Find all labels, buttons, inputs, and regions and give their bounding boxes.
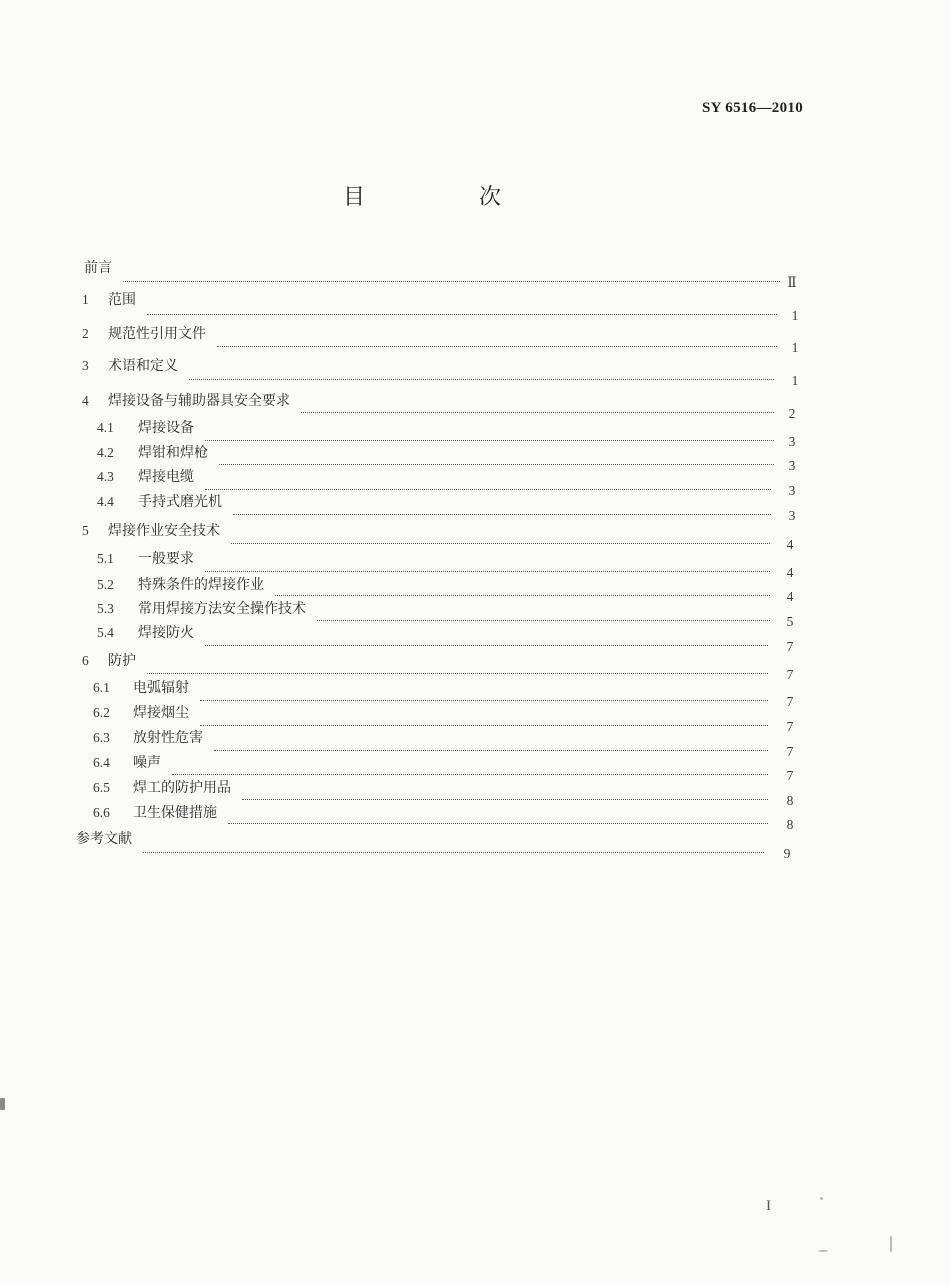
toc-page-number: 7 xyxy=(786,719,794,734)
toc-leader-dots xyxy=(214,750,768,751)
toc-page-number: 8 xyxy=(786,817,794,832)
toc-page-number: Ⅱ xyxy=(787,275,797,290)
scan-speck xyxy=(0,1098,5,1110)
toc-entry[interactable] xyxy=(0,549,950,580)
toc-leader-dots xyxy=(200,700,768,701)
toc-entry[interactable] xyxy=(0,651,950,682)
toc-page-number: 4 xyxy=(786,565,794,580)
toc-entry-number: 6.5 xyxy=(93,780,110,795)
toc-entry-title: 前言 xyxy=(84,260,112,276)
toc-leader-dots xyxy=(242,799,768,800)
toc-leader-dots xyxy=(231,543,770,544)
toc-entry-number: 5.3 xyxy=(97,601,114,616)
toc-entry[interactable] xyxy=(0,575,950,604)
toc-entry-title: 一般要求 xyxy=(138,551,194,567)
toc-leader-dots xyxy=(217,346,777,347)
toc-entry[interactable] xyxy=(0,391,950,421)
toc-page-number: 7 xyxy=(786,768,794,783)
toc-entry[interactable] xyxy=(0,324,950,355)
toc-entry-number: 6 xyxy=(82,653,89,668)
toc-entry-title: 规范性引用文件 xyxy=(108,326,206,342)
toc-page-number: 4 xyxy=(786,537,794,552)
toc-leader-dots xyxy=(205,489,771,490)
toc-entry-title: 焊工的防护用品 xyxy=(133,780,231,796)
toc-page-number: 1 xyxy=(791,373,799,388)
toc-entry-number: 4.1 xyxy=(97,420,114,435)
standard-code: SY 6516—2010 xyxy=(702,100,803,116)
toc-entry-number: 4 xyxy=(82,393,89,408)
toc-leader-dots xyxy=(172,774,768,775)
toc-entry-number: 5.1 xyxy=(97,551,114,566)
toc-entry[interactable] xyxy=(0,258,950,290)
toc-entry-number: 4.2 xyxy=(97,445,114,460)
toc-page-number: 4 xyxy=(786,589,794,604)
toc-entry-number: 6.1 xyxy=(93,680,110,695)
page-number: I xyxy=(766,1198,771,1214)
toc-entry-title: 术语和定义 xyxy=(108,358,178,374)
toc-entry-title: 焊钳和焊枪 xyxy=(138,445,208,461)
toc-entry-title: 防护 xyxy=(108,653,136,669)
toc-entry[interactable] xyxy=(0,753,950,783)
toc-entry-title: 放射性危害 xyxy=(133,730,203,746)
toc-entry-number: 6.4 xyxy=(93,755,110,770)
scan-speck xyxy=(890,1236,892,1252)
toc-entry[interactable] xyxy=(0,467,950,498)
toc-page-number: 3 xyxy=(788,458,796,473)
toc-entry-title: 特殊条件的焊接作业 xyxy=(138,577,264,593)
toc-entry-number: 5.4 xyxy=(97,625,114,640)
toc-entry[interactable] xyxy=(0,443,950,473)
toc-page-number: 5 xyxy=(786,614,794,629)
toc-page-number: 9 xyxy=(783,846,791,861)
toc-entry-title: 手持式磨光机 xyxy=(138,494,222,510)
scan-speck xyxy=(820,1197,823,1200)
toc-entry-title: 焊接设备 xyxy=(138,420,194,436)
toc-page-number: 8 xyxy=(786,793,794,808)
toc-page-number: 7 xyxy=(786,694,794,709)
toc-page-number: 2 xyxy=(788,406,796,421)
toc-leader-dots xyxy=(301,412,774,413)
toc-page-number: 1 xyxy=(791,340,799,355)
toc-leader-dots xyxy=(147,673,768,674)
toc-leader-dots xyxy=(189,379,774,380)
toc-leader-dots xyxy=(200,725,768,726)
toc-entry-number: 5 xyxy=(82,523,89,538)
toc-page-number: 3 xyxy=(788,434,796,449)
toc-entry[interactable] xyxy=(0,803,950,832)
toc-entry-title: 噪声 xyxy=(133,755,161,771)
toc-entry[interactable] xyxy=(0,599,950,629)
toc-entry-number: 5.2 xyxy=(97,577,114,592)
toc-entry[interactable] xyxy=(0,492,950,523)
scan-speck xyxy=(818,1250,828,1252)
toc-page-number: 7 xyxy=(786,639,794,654)
page-title: 目 次 xyxy=(342,185,547,210)
toc-page-number: 7 xyxy=(786,744,794,759)
toc-entry-number: 4.3 xyxy=(97,469,114,484)
toc-page-number: 7 xyxy=(786,667,794,682)
toc-entry-title: 焊接防火 xyxy=(138,625,194,641)
toc-entry[interactable] xyxy=(0,829,950,861)
toc-leader-dots xyxy=(147,314,777,315)
toc-entry-number: 6.2 xyxy=(93,705,110,720)
toc-leader-dots xyxy=(219,464,774,465)
toc-entry-title: 电弧辐射 xyxy=(133,680,189,696)
toc-entry-title: 卫生保健措施 xyxy=(133,805,217,821)
toc-entry-title: 范围 xyxy=(108,292,136,308)
toc-leader-dots xyxy=(233,514,771,515)
toc-entry[interactable] xyxy=(0,356,950,388)
toc-leader-dots xyxy=(228,823,768,824)
toc-entry[interactable] xyxy=(0,703,950,734)
toc-entry-title: 焊接电缆 xyxy=(138,469,194,485)
toc-entry[interactable] xyxy=(0,290,950,323)
toc-entry-number: 4.4 xyxy=(97,494,114,509)
toc-entry[interactable] xyxy=(0,418,950,449)
toc-leader-dots xyxy=(275,595,770,596)
toc-leader-dots xyxy=(205,645,768,646)
toc-leader-dots xyxy=(143,852,764,853)
toc-entry-title: 参考文献 xyxy=(76,831,132,847)
toc-entry[interactable] xyxy=(0,778,950,808)
toc-entry-title: 焊接设备与辅助器具安全要求 xyxy=(108,393,290,409)
toc-entry[interactable] xyxy=(0,521,950,552)
toc-leader-dots xyxy=(123,281,780,282)
toc-entry[interactable] xyxy=(0,678,950,709)
toc-page-number: 3 xyxy=(788,483,796,498)
toc-entry-number: 3 xyxy=(82,358,89,373)
toc-entry-number: 1 xyxy=(82,292,89,307)
toc-leader-dots xyxy=(205,571,770,572)
toc-leader-dots xyxy=(205,440,774,441)
toc-entry-number: 2 xyxy=(82,326,89,341)
toc-entry-number: 6.3 xyxy=(93,730,110,745)
toc-entry[interactable] xyxy=(0,623,950,654)
toc-leader-dots xyxy=(317,620,770,621)
toc-entry-title: 常用焊接方法安全操作技术 xyxy=(138,601,306,617)
toc-entry-title: 焊接烟尘 xyxy=(133,705,189,721)
toc-entry-title: 焊接作业安全技术 xyxy=(108,523,220,539)
toc-entry[interactable] xyxy=(0,728,950,759)
toc-page-number: 1 xyxy=(791,308,799,323)
toc-page-number: 3 xyxy=(788,508,796,523)
toc-entry-number: 6.6 xyxy=(93,805,110,820)
